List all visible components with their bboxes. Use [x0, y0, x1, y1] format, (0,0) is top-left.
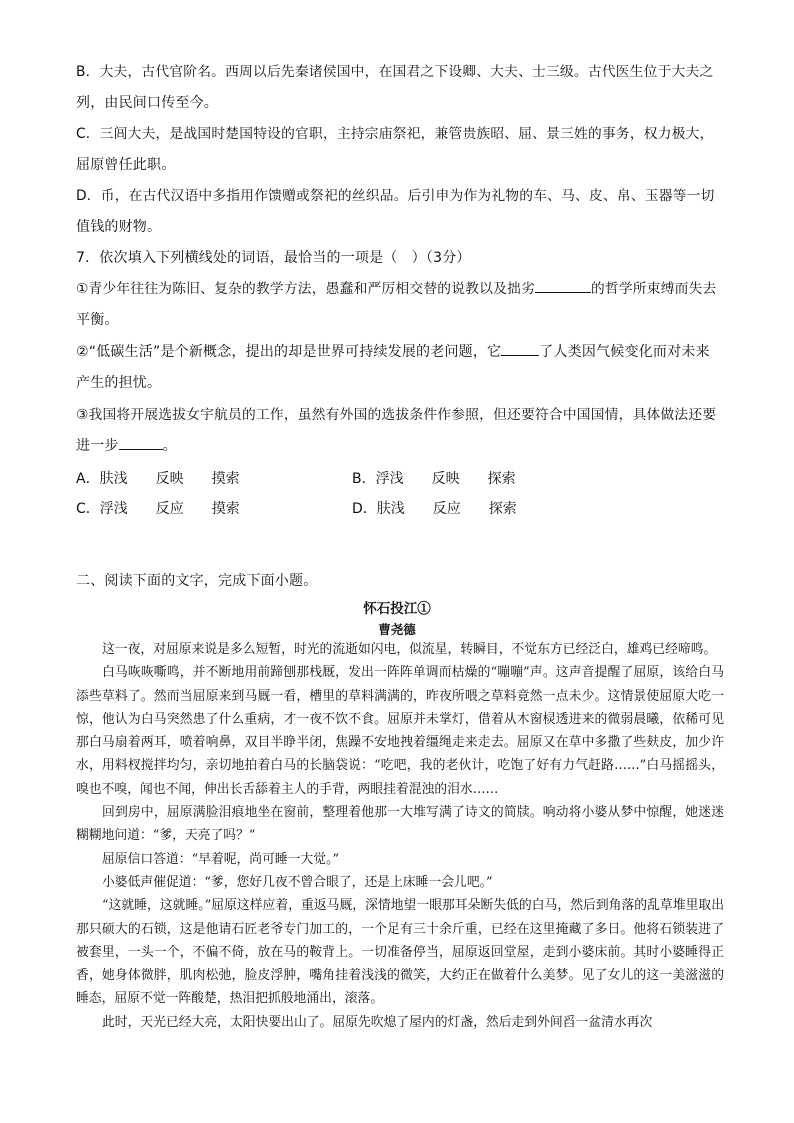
sentence-2-line — [76, 337, 724, 368]
blank-2 — [501, 341, 539, 356]
paragraph: 这一夜，对屈原来说是多么短暂，时光的流逝如闪电，似流星，转瞬目，不觉东方已经泛白，雄鸡已经啼鸣。 — [102, 642, 717, 657]
article-body — [76, 638, 724, 1034]
paragraph: 小婆低声催促道：“爹，您好几夜不曾合眼了，还是上床睡一会儿吧。” — [102, 874, 493, 890]
sentence-2-text-a: ②“低碳生活”是个新概念，提出的却是世界可持续发展的老问题，它 — [76, 344, 502, 360]
sentence-2-end: 产生的担忧。 — [76, 375, 162, 391]
option-d-line2: 值钱的财物。 — [76, 219, 162, 235]
sentence-1-text-b: 的哲学所束缚而失去 — [590, 281, 717, 297]
option-a[interactable]: A．肤浅 反映 摸索 — [76, 471, 240, 487]
option-d[interactable]: D．肤浅 反应 探索 — [352, 501, 517, 517]
sentence-3-line: ③我国将开展选拔女宇航员的工作，虽然有外国的选拔条件作参照，但还要符合中国国情，具体做法还要 — [76, 407, 717, 423]
options-row-2 — [76, 494, 724, 525]
option-b-line1: B．大夫，古代官阶名。西周以后先秦诸侯国中，在国君之下设卿、大夫、士三级。古代医生位于大夫之 — [76, 64, 714, 80]
option-c-line2: 屈原曾任此职。 — [76, 157, 176, 173]
sentence-3-end — [76, 431, 724, 462]
option-d-line1: D．币，在古代汉语中多指用作馈赠或祭祀的丝织品。后引申为作为礼物的车、马、皮、帛、玉器等一切 — [76, 188, 715, 204]
sentence-1-line — [76, 274, 724, 305]
option-c-line1: C．三闾大夫，是战国时楚国特设的官职，主持宗庙祭祀，兼管贵族昭、屈、景三姓的事务，权力极大， — [76, 126, 714, 142]
option-b-line2: 列，由民间口传至今。 — [76, 95, 218, 111]
article-author: 曹尧德 — [378, 622, 416, 637]
sentence-1-end: 平衡。 — [76, 312, 119, 328]
paragraph: 屈原信口答道：“早着呢，尚可睡一大觉。” — [102, 851, 340, 867]
paragraph: “这就睡，这就睡。”屈原这样应着，重返马厩，深情地望一眼那耳朵断失低的白马，然后到角落的乱草堆里取出那只硕大的石锁，这是他请石匠老爷专门加工的，一个足有三十余斤重，已经在这里掩藏了多日。他将石锁装进了被套里，一头一个，不偏不倚，放在马的鞍背上。一切准备停当，屈原返回堂屋，走到小婆床前。其时小婆睡得正香，她身体微胖，肌肉松弛，脸皮浮肿，嘴角挂着浅浅的微笑，大约正在做着什么美梦。见了女儿的这一美滋滋的睡态，屈原不觉一阵酸楚，热泪把抓般地涌出，滚落。 — [76, 898, 724, 1007]
sentence-3-text-c: 。 — [162, 438, 177, 454]
option-b[interactable]: B．浮浅 反映 探索 — [352, 471, 516, 487]
section-heading: 二、阅读下面的文字，完成下面小题。 — [76, 573, 318, 589]
blank-1 — [535, 278, 591, 293]
sentence-3-text-b: 进一步 — [76, 438, 119, 454]
blank-3 — [119, 435, 163, 450]
sentence-1-text-a: ①青少年往往为陈旧、复杂的教学方法，愚蠢和严厉相交替的说教以及拙劣 — [76, 281, 535, 297]
option-c[interactable]: C．浮浅 反应 摸索 — [76, 501, 240, 517]
question-7-stem: 7．依次填入下列横线处的词语，最恰当的一项是（ ）（3分） — [76, 250, 471, 266]
paragraph: 回到房中，屈原满脸泪痕地坐在窗前，整理着他那一大堆写满了诗文的简牍。响动将小婆从梦中惊醒，她迷迷糊糊地问道：“爹，天亮了吗？” — [76, 805, 724, 844]
article-title: 怀石投江① — [363, 601, 431, 617]
paragraph: 白马咴咴嘶鸣，并不断地用前蹄刨那栈厩，发出一阵阵单调而枯燥的“嘣嘣”声。这声音提醒了屈原，该给白马添些草料了。然而当屈原来到马厩一看，槽里的草料满满的，昨夜所喂之草料竟然一点未少。这情景使屈原大吃一惊，他认为白马突然患了什么重病，才一夜不饮不食。屈原并未掌灯，借着从木窗棂透进来的微弱晨曦，依稀可见那白马扇着两耳，喷着响鼻，双目半睁半闭，焦躁不安地拽着缰绳走来走去。屈原又在草中多撒了些麸皮，加少许水，用料杈搅拌均匀，亲切地拍着白马的长脑袋说：“吃吧，我的老伙计，吃饱了好有力气赶路……”白马摇摇头，嗅也不嗅，闻也不闻，伸出长舌舔着主人的手背，两眼挂着混浊的泪水…… — [76, 665, 724, 797]
paragraph: 此时，天光已经大亮，太阳快要出山了。屈原先吹熄了屋内的灯盏，然后走到外间舀一盆清水再次 — [102, 1014, 653, 1030]
options-row-1 — [76, 464, 724, 495]
sentence-2-text-b: 了人类因气候变化而对未来 — [539, 344, 710, 360]
